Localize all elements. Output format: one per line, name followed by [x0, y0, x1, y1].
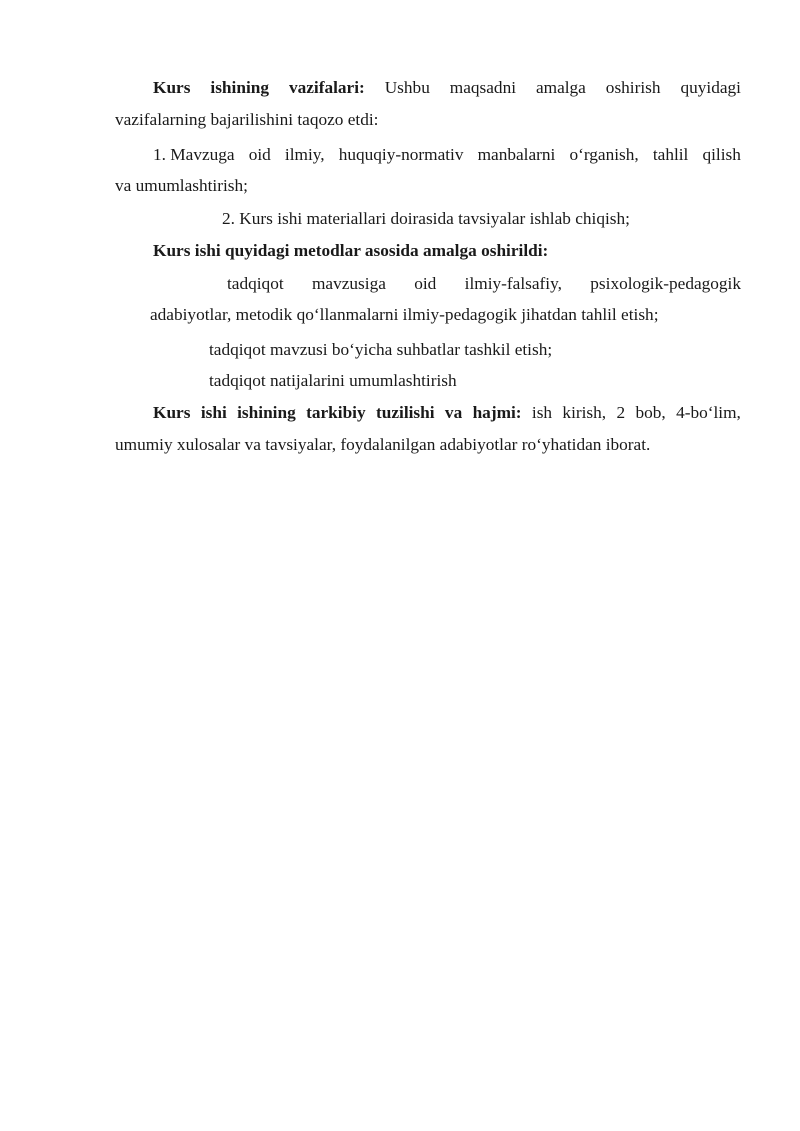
structure-heading-word: tarkibiy [306, 403, 366, 422]
structure-line-1 [153, 402, 741, 424]
method1-word: tadqiqot [227, 274, 284, 293]
structure-heading-word: ishi [200, 403, 227, 422]
item1-word: huquqiy-normativ [338, 145, 464, 164]
tasks-word: oshirish [605, 78, 661, 97]
method3-line: tadqiqot natijalarini umumlashtirish [209, 371, 457, 390]
tasks-word: Ushbu [384, 78, 430, 97]
item1-word: oid [248, 145, 271, 164]
method2-line: tadqiqot mavzusi bo‘yicha suhbatlar tashkil etish; [209, 340, 553, 359]
item2-line: 2. Kurs ishi materiallari doirasida tavsiyalar ishlab chiqish; [222, 209, 630, 228]
structure-word: ish [531, 403, 553, 422]
tasks-heading-word: vazifalari: [288, 78, 365, 97]
structure-word: 4-bo‘lim, [676, 403, 741, 422]
item1-word: 1. Mavzuga [153, 145, 235, 164]
structure-line-2: umumiy xulosalar va tavsiyalar, foydalanilgan adabiyotlar ro‘yhatidan iborat. [115, 435, 651, 454]
tasks-line-2: vazifalarning bajarilishini taqozo etdi: [115, 110, 379, 129]
item1-line-2: va umumlashtirish; [115, 176, 248, 195]
item1-line-1 [153, 144, 741, 166]
tasks-word: amalga [535, 78, 586, 97]
structure-heading-word: hajmi: [472, 403, 522, 422]
item1-word: tahlil [652, 145, 689, 164]
structure-heading-word: Kurs [153, 403, 191, 422]
item1-word: manbalarni [477, 145, 556, 164]
tasks-word: maqsadni [449, 78, 517, 97]
method1-line-2: adabiyotlar, metodik qo‘llanmalarni ilmiy-pedagogik jihatdan tahlil etish; [150, 305, 659, 324]
methods-heading: Kurs ishi quyidagi metodlar asosida amalga oshirildi: [153, 241, 549, 260]
tasks-line-1 [153, 77, 741, 99]
structure-word: kirish, [562, 403, 607, 422]
method1-line-1 [227, 273, 741, 295]
item1-word: ilmiy, [284, 145, 325, 164]
structure-heading-word: tuzilishi [375, 403, 435, 422]
method1-word: mavzusiga [311, 274, 386, 293]
item1-word: o‘rganish, [569, 145, 639, 164]
method1-word: ilmiy-falsafiy, [464, 274, 562, 293]
tasks-heading-word: Kurs [153, 78, 191, 97]
method1-word: psixologik-pedagogik [590, 274, 741, 293]
structure-heading-word: va [444, 403, 463, 422]
item1-word: qilish [702, 145, 741, 164]
structure-word: bob, [635, 403, 666, 422]
structure-heading-word: ishining [237, 403, 296, 422]
tasks-word: quyidagi [680, 78, 741, 97]
tasks-heading-word: ishining [210, 78, 269, 97]
method1-word: oid [414, 274, 437, 293]
structure-word: 2 [616, 403, 626, 422]
